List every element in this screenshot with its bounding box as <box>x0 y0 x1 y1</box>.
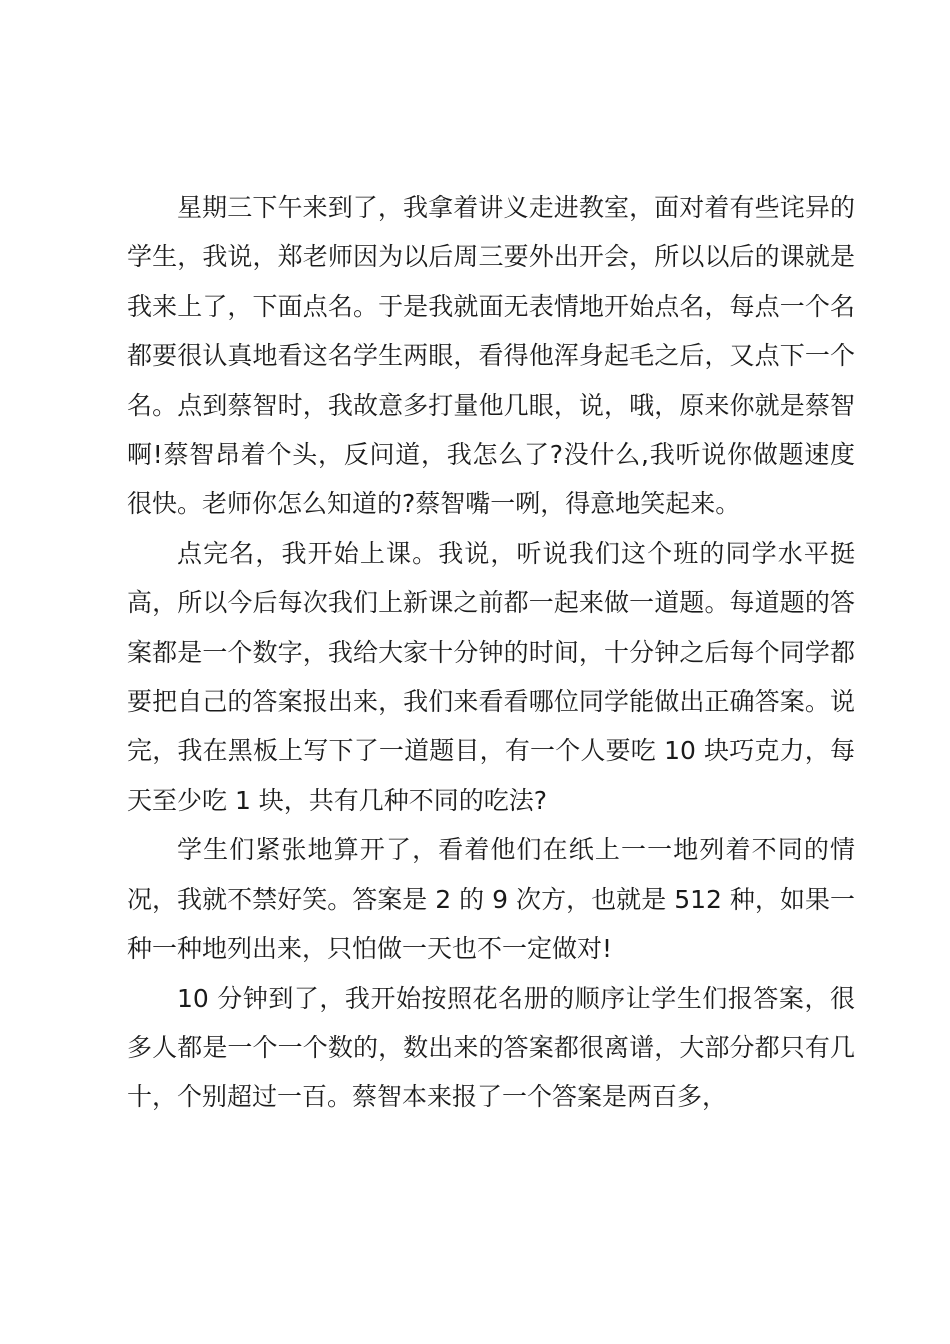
paragraph-4: 10 分钟到了，我开始按照花名册的顺序让学生们报答案，很多人都是一个一个数的，数出来的答案都很离谱，大部分都只有几十，个别超过一百。蔡智本来报了一个答案是两百多， <box>127 983 855 1112</box>
document-body <box>127 183 855 1122</box>
paragraph-1: 星期三下午来到了，我拿着讲义走进教室，面对着有些诧异的学生，我说，郑老师因为以后周三要外出开会，所以以后的课就是我来上了，下面点名。于是我就面无表情地开始点名，每点一个名都要很认真地看这名学生两眼，看得他浑身起毛之后，又点下一个名。点到蔡智时，我故意多打量他几眼，说，哦，原来你就是蔡智啊!蔡智昂着个头，反问道，我怎么了?没什么,我听说你做题速度很快。老师你怎么知道的?蔡智嘴一咧，得意地笑起来。 <box>127 193 855 519</box>
paragraph-2: 点完名，我开始上课。我说，听说我们这个班的同学水平挺高，所以今后每次我们上新课之前都一起来做一道题。每道题的答案都是一个数字，我给大家十分钟的时间，十分钟之后每个同学都要把自己的答案报出来，我们来看看哪位同学能做出正确答案。说完，我在黑板上写下了一道题目，有一个人要吃 10 块巧克力，每天至少吃 1 块，共有几种不同的吃法? <box>127 538 855 815</box>
paragraph-3: 学生们紧张地算开了，看着他们在纸上一一地列着不同的情况，我就不禁好笑。答案是 2 的 9 次方，也就是 512 种，如果一种一种地列出来，只怕做一天也不一定做对! <box>127 835 855 964</box>
